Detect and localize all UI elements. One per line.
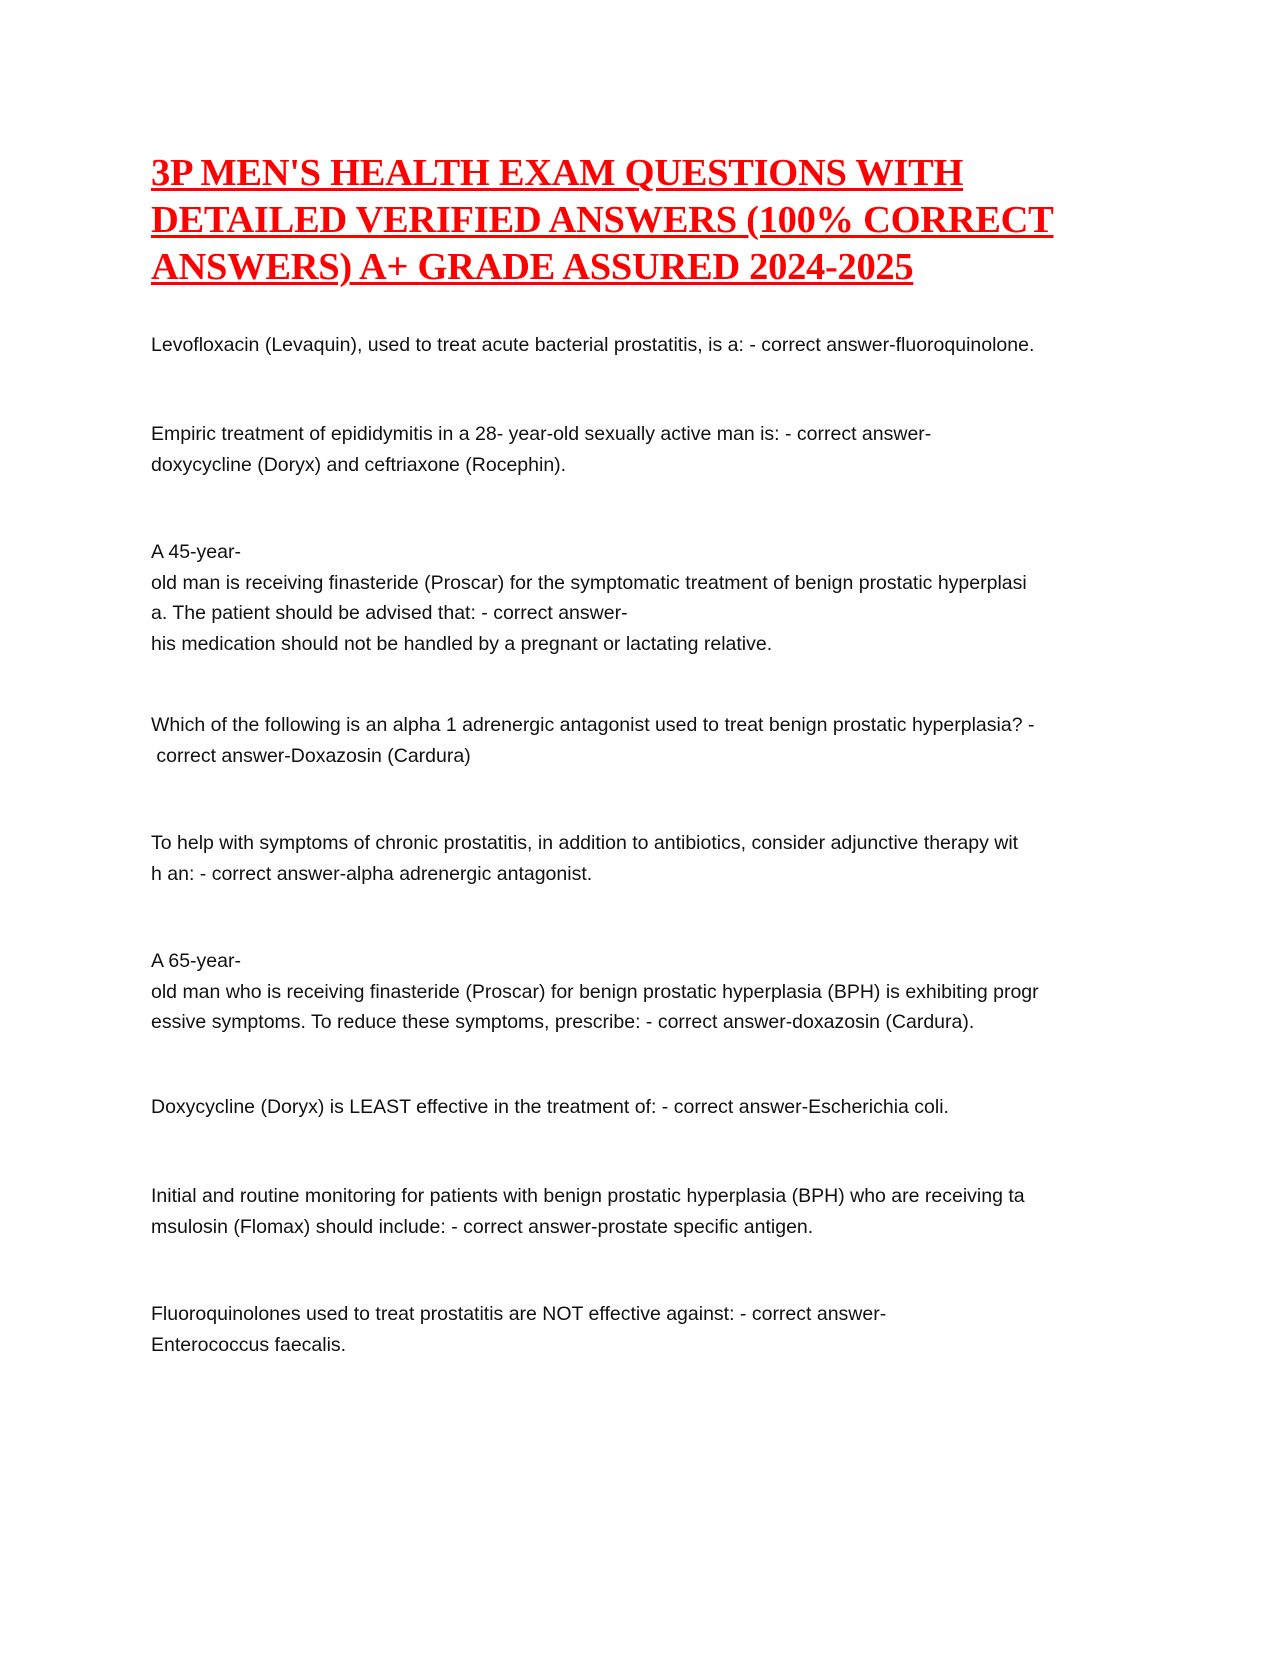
qa-line: Which of the following is an alpha 1 adrenergic antagonist used to treat benign prostatic hyperplasia? - (151, 714, 1035, 736)
qa-item (151, 537, 1151, 659)
qa-item (151, 1092, 1151, 1123)
qa-line: Levofloxacin (Levaquin), used to treat acute bacterial prostatitis, is a: - correct answer-fluoroquinolone. (151, 334, 1035, 356)
qa-line: h an: - correct answer-alpha adrenergic antagonist. (151, 862, 593, 885)
qa-line: Empiric treatment of epididymitis in a 28- year-old sexually active man is: - correct answer- (151, 423, 932, 445)
qa-line: doxycycline (Doryx) and ceftriaxone (Rocephin). (151, 453, 567, 476)
qa-item (151, 828, 1151, 889)
document-title (151, 150, 1111, 291)
qa-item (151, 710, 1151, 771)
qa-line: old man who is receiving finasteride (Proscar) for benign prostatic hyperplasia (BPH) is exhibiting progr (151, 980, 1039, 1003)
qa-item (151, 1181, 1151, 1242)
qa-item (151, 330, 1151, 361)
qa-line: A 45-year- (151, 541, 241, 563)
qa-line: his medication should not be handled by a pregnant or lactating relative. (151, 632, 773, 655)
qa-line: Fluoroquinolones used to treat prostatitis are NOT effective against: - correct answer- (151, 1303, 887, 1325)
title-line: ANSWERS) A+ GRADE ASSURED 2024-2025 (151, 246, 914, 288)
qa-item (151, 946, 1151, 1038)
qa-line: essive symptoms. To reduce these symptoms, prescribe: - correct answer-doxazosin (Cardura). (151, 1011, 975, 1033)
qa-line: correct answer-Doxazosin (Cardura) (151, 744, 471, 767)
title-line: 3P MEN'S HEALTH EXAM QUESTIONS WITH (151, 152, 964, 194)
qa-item (151, 419, 1151, 480)
qa-line: Initial and routine monitoring for patients with benign prostatic hyperplasia (BPH) who are receiving ta (151, 1185, 1025, 1207)
qa-line: old man is receiving finasteride (Proscar) for the symptomatic treatment of benign prostatic hyperplasi (151, 571, 1027, 594)
title-line: DETAILED VERIFIED ANSWERS (100% CORRECT (151, 199, 1054, 241)
qa-line: msulosin (Flomax) should include: - correct answer-prostate specific antigen. (151, 1215, 814, 1238)
qa-line: a. The patient should be advised that: - correct answer- (151, 602, 628, 624)
qa-item (151, 1299, 1151, 1360)
qa-line: A 65-year- (151, 950, 241, 972)
qa-line: To help with symptoms of chronic prostatitis, in addition to antibiotics, consider adjunctive therapy wit (151, 832, 1019, 854)
qa-line: Enterococcus faecalis. (151, 1333, 347, 1356)
qa-line: Doxycycline (Doryx) is LEAST effective in the treatment of: - correct answer-Escherichia coli. (151, 1096, 949, 1118)
